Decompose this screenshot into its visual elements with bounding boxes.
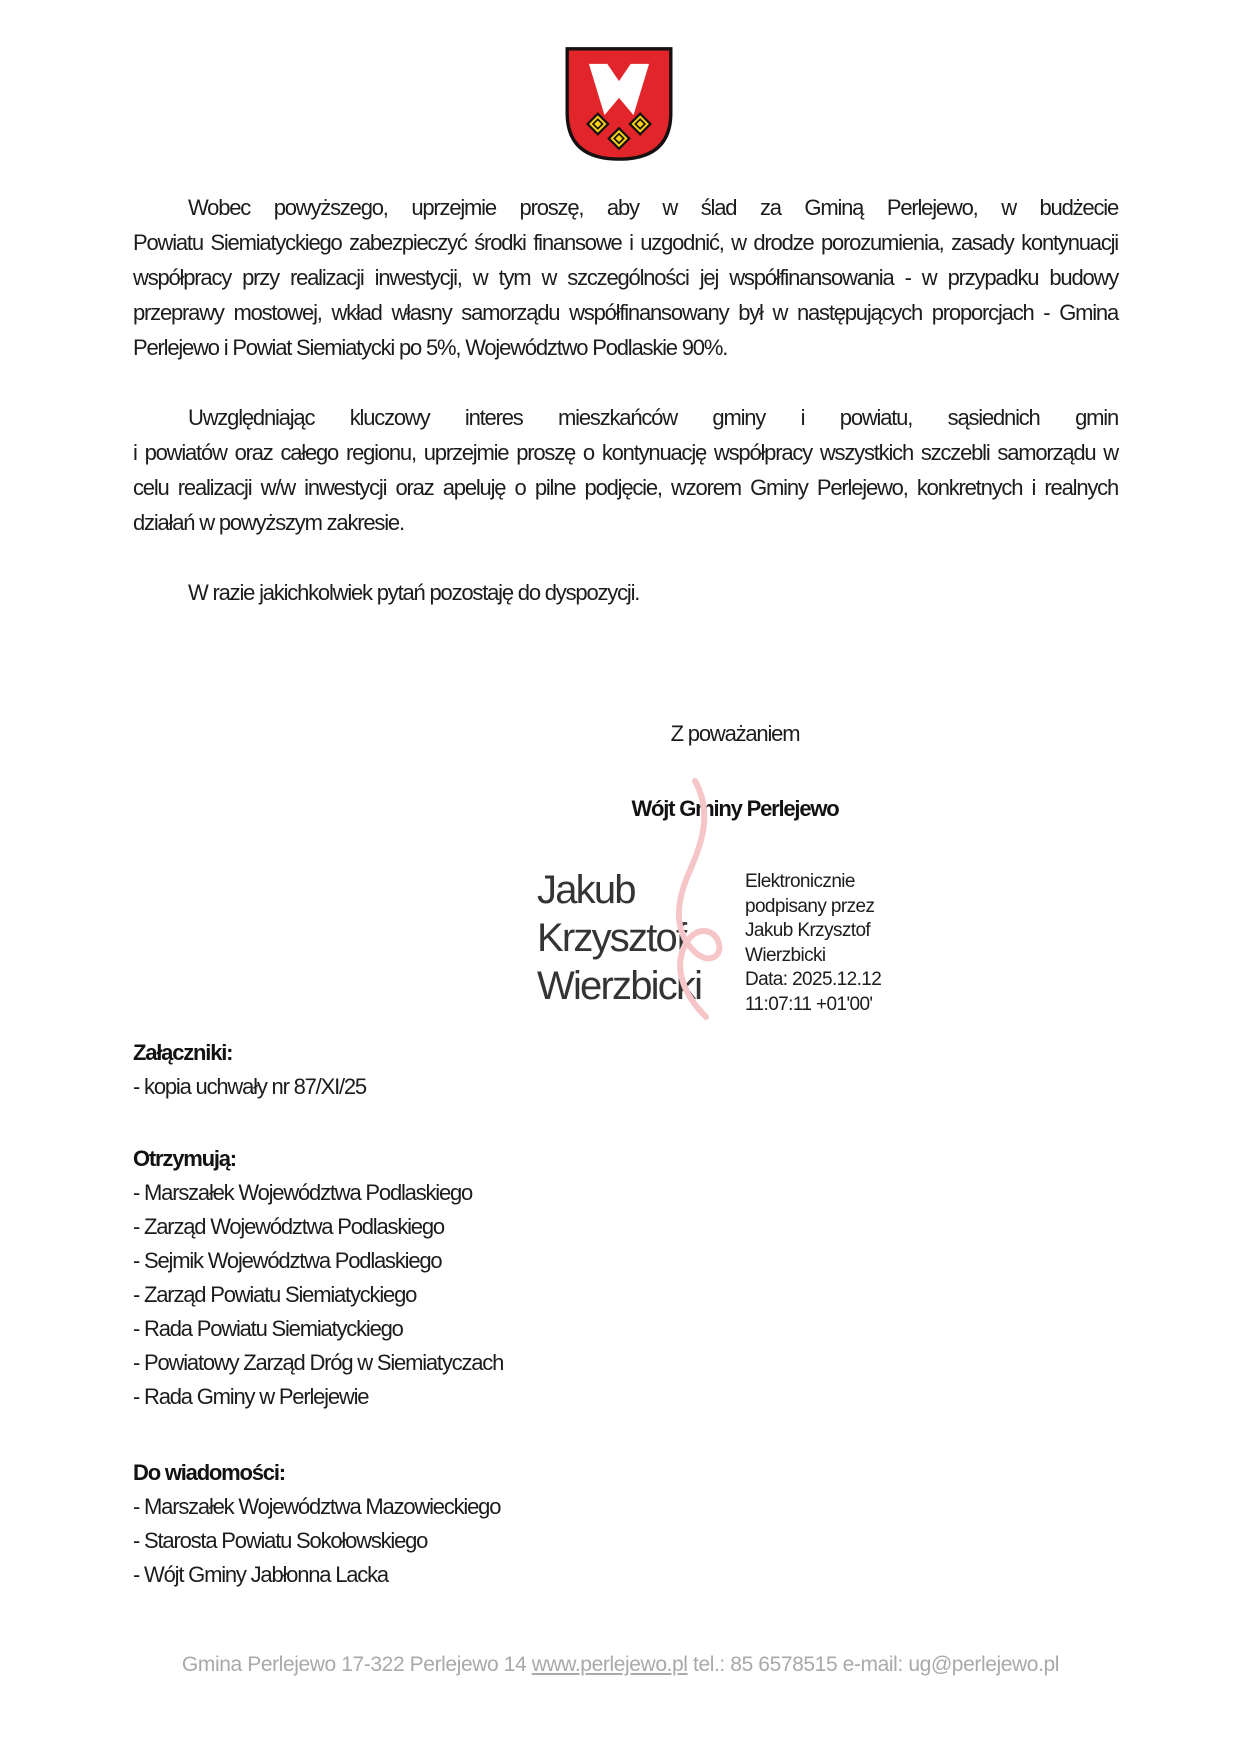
esign-line: Wierzbicki [745, 944, 826, 966]
recipients-section [133, 1142, 833, 1414]
letter-paragraph: Wobec powyższego, uprzejmie proszę, aby w ślad za Gminą Perlejewo, w budżecie Powiatu Siemiatyckiego zabezpieczyć środki finansowe i uzgodnić, w drodze porozumienia, zasady kontynuacji współpracy przy realizacji inwestycji, w tym w szczególności jej współfinansowania - w przypadku budowy przeprawy mostowej, wkład własny samorządu współfinansowany był w następujących proporcjach - Gmina Perlejewo i Powiat Siemiatycki po 5%, Województwo Podlaskie 90%. [133, 195, 1118, 360]
letter-body [133, 190, 1118, 645]
list-item: - Sejmik Województwa Podlaskiego [133, 1248, 442, 1273]
cc-section [133, 1456, 833, 1592]
letter-paragraph: Uwzględniając kluczowy interes mieszkańców gminy i powiatu, sąsiednich gmin i powiatów oraz całego regionu, uprzejmie proszę o kontynuację współpracy wszystkich szczebli samorządu w celu realizacji w/w inwestycji oraz apeluję o pilne podjęcie, wzorem Gminy Perlejewo, konkretnych i realnych działań w powyższym zakresie. [133, 405, 1118, 535]
list-item: - Marszałek Województwa Mazowieckiego [133, 1494, 501, 1519]
esign-line: 11:07:11 +01'00' [745, 993, 873, 1015]
section-heading: Otrzymują: [133, 1146, 236, 1171]
page-footer [0, 1650, 1241, 1680]
section-heading: Do wiadomości: [133, 1460, 285, 1485]
attachments-section [133, 1036, 833, 1104]
coat-of-arms-icon [563, 46, 675, 163]
esign-line: Data: 2025.12.12 [745, 969, 882, 990]
signature-name-line: Wierzbicki [537, 964, 702, 1008]
esign-line: Elektronicznie [745, 871, 855, 892]
footer-website-link[interactable]: www.perlejewo.pl [531, 1653, 688, 1676]
digital-signature-stamp[interactable] [537, 766, 937, 1026]
signature-flourish-icon [648, 775, 748, 1025]
list-item: - Rada Gminy w Perlejewie [133, 1384, 369, 1409]
list-item: - Marszałek Województwa Podlaskiego [133, 1180, 473, 1205]
list-item: - Wójt Gminy Jabłonna Lacka [133, 1562, 388, 1587]
letter-paragraph: W razie jakichkolwiek pytań pozostaję do dyspozycji. [188, 580, 640, 605]
footer-text: tel.: 85 6578515 e-mail: ug@perlejewo.pl [687, 1653, 1060, 1676]
signature-name-line: Jakub [537, 868, 635, 912]
section-heading: Załączniki: [133, 1040, 233, 1065]
list-item: - kopia uchwały nr 87/XI/25 [133, 1074, 366, 1099]
signature-name-line: Krzysztof [537, 916, 686, 960]
signer-title: Wójt Gminy Perlejewo [631, 796, 839, 821]
esign-line: Jakub Krzysztof [745, 920, 871, 941]
esign-details [745, 870, 930, 1017]
list-item: - Zarząd Powiatu Siemiatyckiego [133, 1282, 417, 1307]
list-item: - Zarząd Województwa Podlaskiego [133, 1214, 444, 1239]
list-item: - Starosta Powiatu Sokołowskiego [133, 1528, 428, 1553]
esign-line: podpisany przez [745, 895, 875, 917]
list-item: - Rada Powiatu Siemiatyckiego [133, 1316, 403, 1341]
closing-line: Z poważaniem [670, 721, 800, 746]
footer-text: Gmina Perlejewo 17-322 Perlejewo 14 [181, 1653, 532, 1676]
list-item: - Powiatowy Zarząd Dróg w Siemiatyczach [133, 1350, 504, 1375]
